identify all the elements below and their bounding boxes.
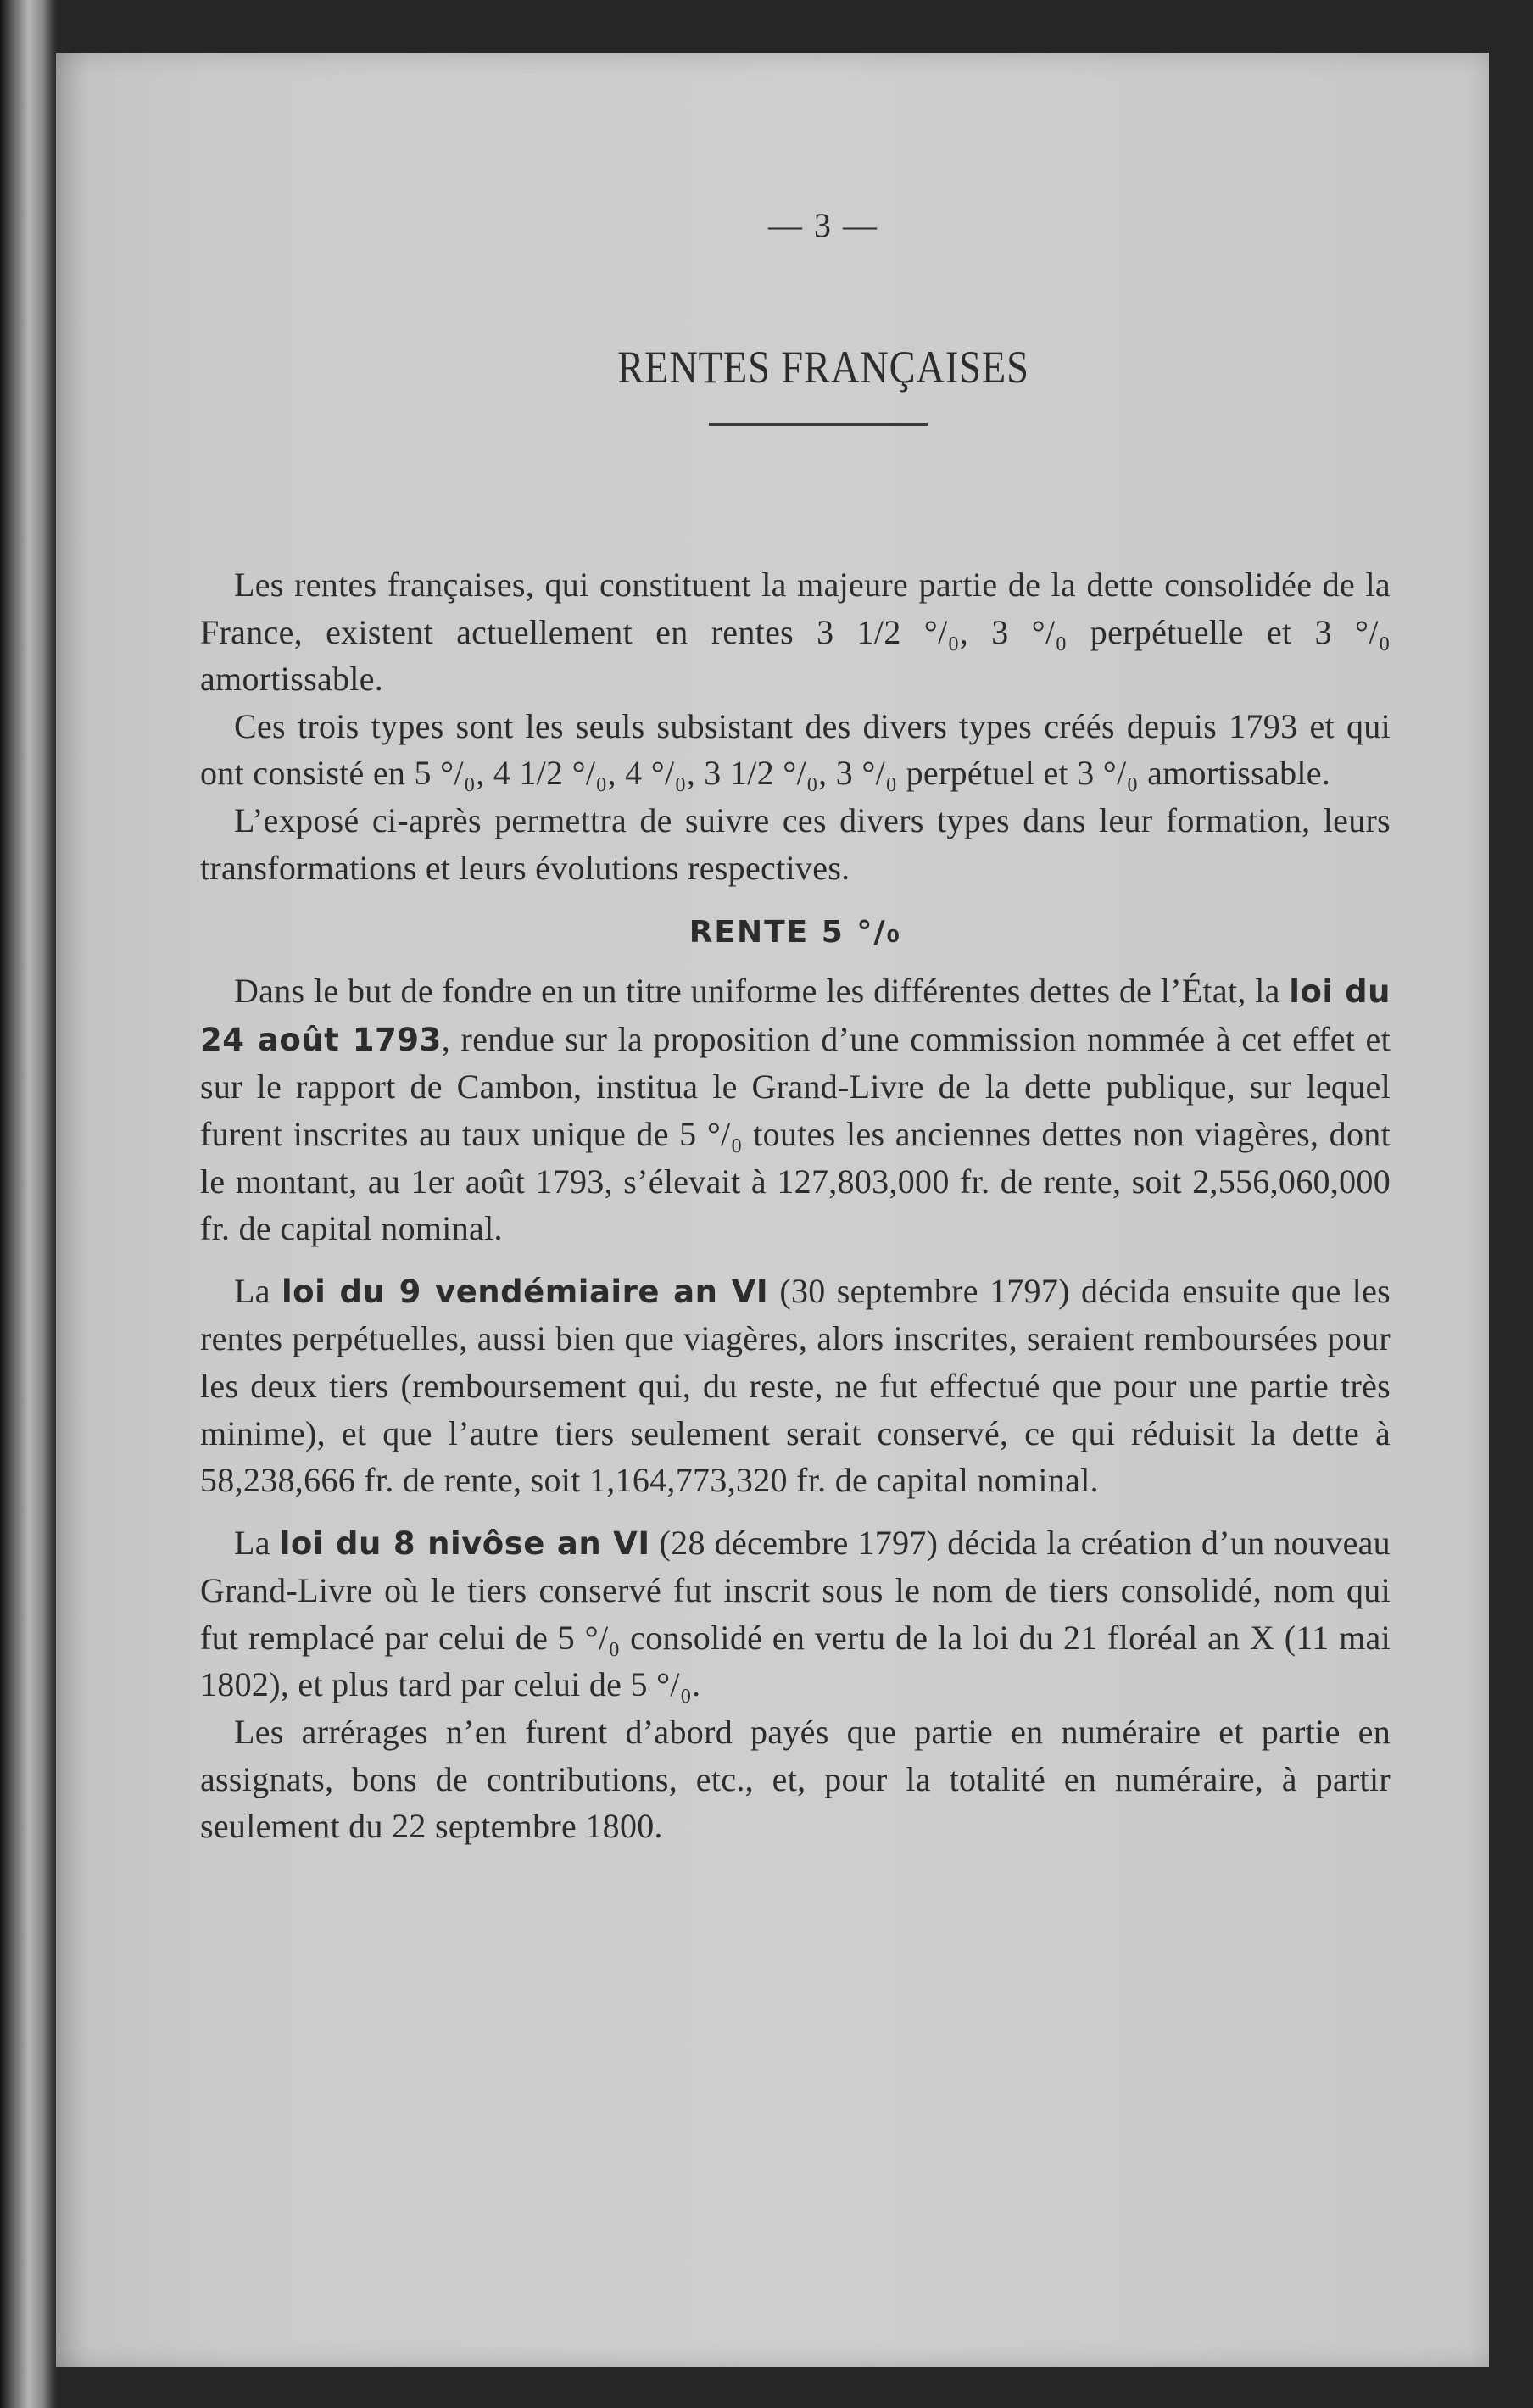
paragraph-text: (28 décembre 1797) décida la création d’un nouveau Grand-Livre où le tiers conservé fut inscrit sous le nom de tiers consolidé, nom qui fut remplacé par celui de 5 °/₀ consolidé en vertu de la loi du 21 floréal an X (11 mai 1802), et plus tard par celui de 5 °/₀.	[200, 1523, 1391, 1704]
body-text	[200, 561, 1391, 1850]
paragraph-text: , rendue sur la proposition d’une commission nommée à cet effet et sur le rapport de Cambon, institua le Grand-Livre de la dette publique, sur lequel furent inscrites au taux unique de 5 °/₀ toutes les anciennes dettes non viagères, dont le montant, au 1er août 1793, s’élevait à 127,803,000 fr. de rente, soit 2,556,060,000 fr. de capital nominal.	[200, 1019, 1391, 1248]
paragraph-text: Dans le but de fondre en un titre uniforme les différentes dettes de l’État, la	[234, 972, 1290, 1011]
paragraph-text: La	[234, 1271, 282, 1310]
intro-paragraph-3: L’exposé ci-après permettra de suivre ces divers types dans leur formation, leurs transformations et leurs évolutions respectives.	[200, 800, 1391, 887]
page-number: — 3 —	[768, 206, 878, 244]
section-heading: RENTE 5 °/₀	[688, 915, 902, 950]
law-reference: loi du 9 vendémiaire an VI	[281, 1273, 769, 1310]
section-paragraph-3	[200, 1519, 1391, 1708]
page-title: RENTES FRANÇAISES	[617, 342, 1029, 393]
paragraph-text: (30 septembre 1797) décida ensuite que les rentes perpétuelles, aussi bien que viagères, alors inscrites, seraient remboursées pour les deux tiers (remboursement qui, du reste, ne fut effectué que pour une partie très minime), et que l’autre tiers seulement serait conservé, ce qui réduisit la dette à 58,238,666 fr. de rente, soit 1,164,773,320 fr. de capital nominal.	[200, 1271, 1391, 1500]
title-divider	[709, 423, 928, 426]
section-paragraph-4: Les arrérages n’en furent d’abord payés que partie en numéraire et partie en assignats, bons de contributions, etc., et, pour la totalité en numéraire, à partir seulement du 22 septembre 1800.	[200, 1713, 1391, 1846]
law-reference: loi du 8 nivôse an VI	[279, 1525, 650, 1562]
section-paragraph-1	[200, 967, 1391, 1252]
section-paragraph-2	[200, 1268, 1391, 1504]
book-binding-edge	[0, 0, 59, 2408]
law-reference: loi du 24 août 1793	[200, 973, 1391, 1058]
intro-paragraph-2: Ces trois types sont les seuls subsistant des divers types créés depuis 1793 et qui ont consisté en 5 °/₀, 4 1/2 °/₀, 4 °/₀, 3 1/2 °/₀, 3 °/₀ perpétuel et 3 °/₀ amortissable.	[200, 706, 1391, 793]
intro-paragraph-1: Les rentes françaises, qui constituent la majeure partie de la dette consolidée de la France, existent actuellement en rentes 3 1/2 °/₀, 3 °/₀ perpétuelle et 3 °/₀ amortissable.	[200, 566, 1391, 699]
document-page	[56, 53, 1489, 2367]
paragraph-text: La	[234, 1523, 280, 1562]
